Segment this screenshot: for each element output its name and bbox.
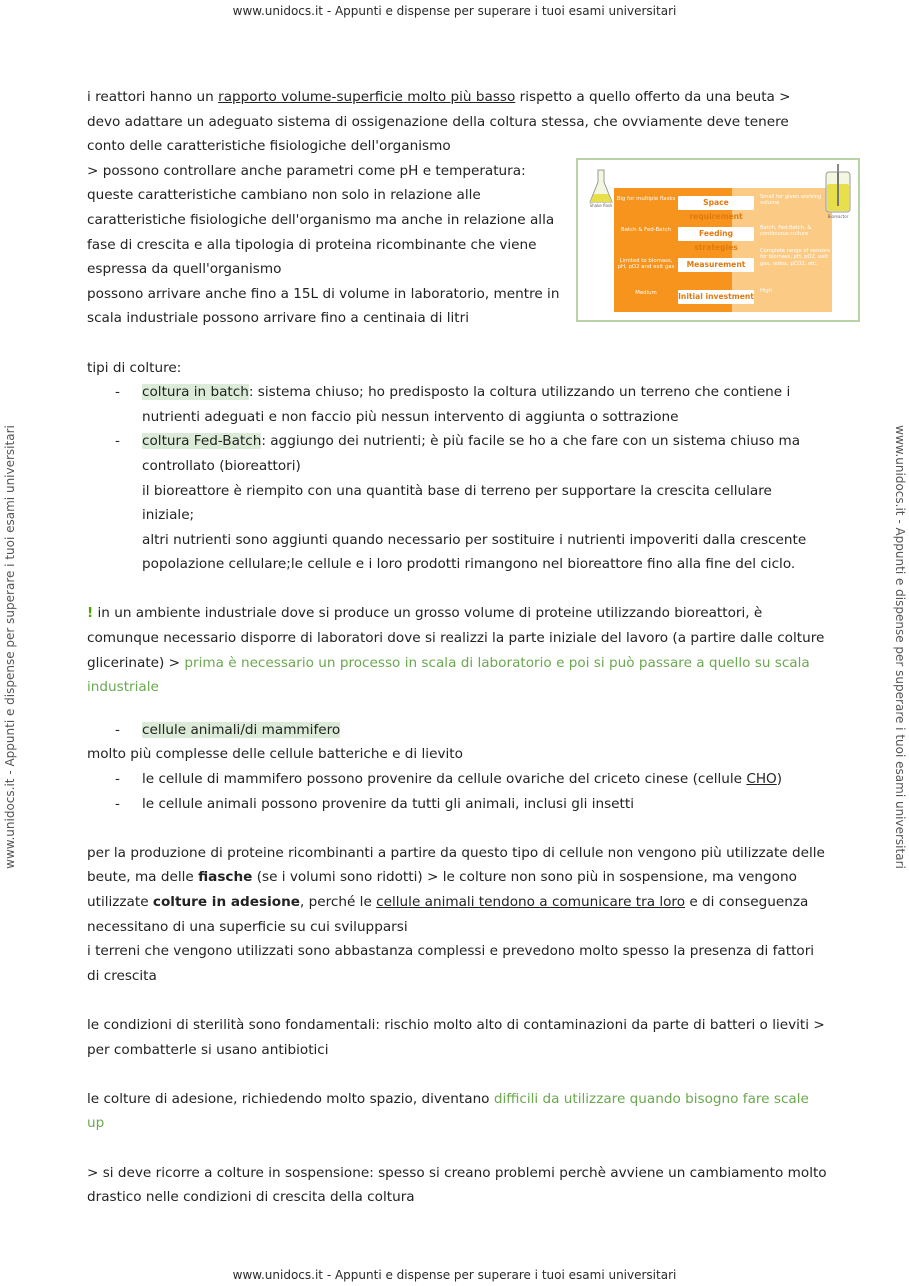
bioreactor-label: Bioreactor	[827, 214, 849, 219]
intro-line: fase di crescita e alla tipologia di proteina ricombinante che viene	[87, 236, 537, 253]
intro-line: caratteristiche fisiologiche dell'organismo ma anche in relazione alla	[87, 211, 555, 228]
comparison-row: Batch & Fed-Batch Feeding strategies Batch, Fed-Batch, & continuous culture	[621, 225, 812, 252]
cultures-list	[87, 380, 827, 577]
list-item: - le cellule animali possono provenire da tutti gli animali, inclusi gli insetti	[142, 792, 827, 817]
flask-label: Shake flask	[589, 203, 613, 208]
adhesion-paragraph: le colture di adesione, richiedendo molto spazio, diventano difficili da utilizzare quando bisogno fare scale up	[87, 1090, 809, 1132]
intro-line: queste caratteristiche cambiano non solo in relazione alle	[87, 187, 481, 204]
production-paragraph: per la produzione di proteine ricombinanti a partire da questo tipo di cellule non vengono più utilizzate delle beute, ma delle fiasche (se i volumi sono ridotti) > le colture non sono più in sospensione, ma vengono utilizzate colture in adesione, perché le cellule animali tendono a comunicare tra loro e di conseguenza necessitano di una superficie su cui svilupparsi i terreni che vengono utilizzati sono abbastanza complessi e prevedono molto spesso la presenza di fattori di crescita	[87, 844, 825, 984]
intro-line: espressa da quell'organismo	[87, 261, 282, 278]
side-watermark-left: www.unidocs.it - Appunti e dispense per superare i tuoi esami universitari	[3, 425, 17, 869]
sterility-paragraph: le condizioni di sterilità sono fondamentali: rischio molto alto di contaminazioni da parte di batteri o lieviti > per combatterle si usano antibiotici	[87, 1016, 825, 1058]
intro-line: devo adattare un adeguato sistema di ossigenazione della coltura stessa, che ovviamente deve tenere	[87, 113, 789, 130]
footer-watermark: www.unidocs.it - Appunti e dispense per superare i tuoi esami universitari	[232, 1268, 677, 1282]
animal-bullet-list	[87, 718, 827, 743]
flask-vs-bioreactor-figure	[576, 158, 860, 322]
industrial-paragraph: ! in un ambiente industriale dove si produce un grosso volume di proteine utilizzando bioreattori, è comunque necessario disporre di laboratori dove si realizzi la parte iniziale del lavoro (a partire dalle colture glicerinate) > prima è necessario un processo in scala di laboratorio e poi si può passare a quello su scala industriale	[87, 605, 825, 696]
side-watermark-right: www.unidocs.it - Appunti e dispense per superare i tuoi esami universitari	[893, 425, 907, 869]
bioreactor-icon	[822, 164, 854, 220]
list-item: - coltura Fed-Batch: aggiungo dei nutrienti; è più facile se ho a che fare con un sistema chiuso ma controllato (bioreattori) il bioreattore è riempito con una quantità base di terreno per supportare la crescita cellulare iniziale; altri nutrienti sono aggiunti quando necessario per sostituire i nutrienti impoveriti dalla crescente popolazione cellulare;le cellule e i loro prodotti rimangono nel bioreattore fino alla fine del ciclo.	[142, 429, 827, 577]
animal-line: molto più complesse delle cellule batteriche e di lievito	[87, 746, 463, 763]
list-item: - coltura in batch: sistema chiuso; ho predisposto la coltura utilizzando un terreno che contiene i nutrienti adeguati e non faccio più nessun intervento di aggiunta o sottrazione	[142, 380, 827, 429]
intro-line: scala industriale possono arrivare fino a centinaia di litri	[87, 310, 469, 327]
comparison-row: Medium Initial investment High	[614, 284, 832, 314]
list-item: - cellule animali/di mammifero	[142, 718, 827, 743]
suspension-paragraph: > si deve ricorre a colture in sospensione: spesso si creano problemi perchè avviene un cambiamento molto drastico nelle condizioni di crescita della coltura	[87, 1164, 827, 1206]
animal-sub-list	[87, 767, 827, 816]
header-watermark: www.unidocs.it - Appunti e dispense per superare i tuoi esami universitari	[232, 4, 677, 18]
intro-line: conto delle caratteristiche fisiologiche dell'organismo	[87, 138, 451, 155]
shake-flask-icon	[588, 168, 614, 208]
comparison-row: Big for multiple flasks Space requirement Small for given working volume	[616, 194, 822, 221]
intro-line: i reattori hanno un rapporto volume-superficie molto più basso rispetto a quello offerto da una beuta >	[87, 89, 791, 105]
intro-line: possono arrivare anche fino a 15L di volume in laboratorio, mentre in	[87, 285, 560, 302]
comparison-row: Limited to biomass, pH, pO2 and exit gas Measurement Complete range of sensors for biomass, pH, pO2, exit gas, redox, pCO2, etc.	[617, 248, 830, 271]
intro-line: > possono controllare anche parametri come pH e temperatura:	[87, 162, 526, 179]
list-item: - le cellule di mammifero possono provenire da cellule ovariche del criceto cinese (cellule CHO)	[142, 767, 827, 792]
cultures-title: tipi di colture:	[87, 359, 182, 376]
